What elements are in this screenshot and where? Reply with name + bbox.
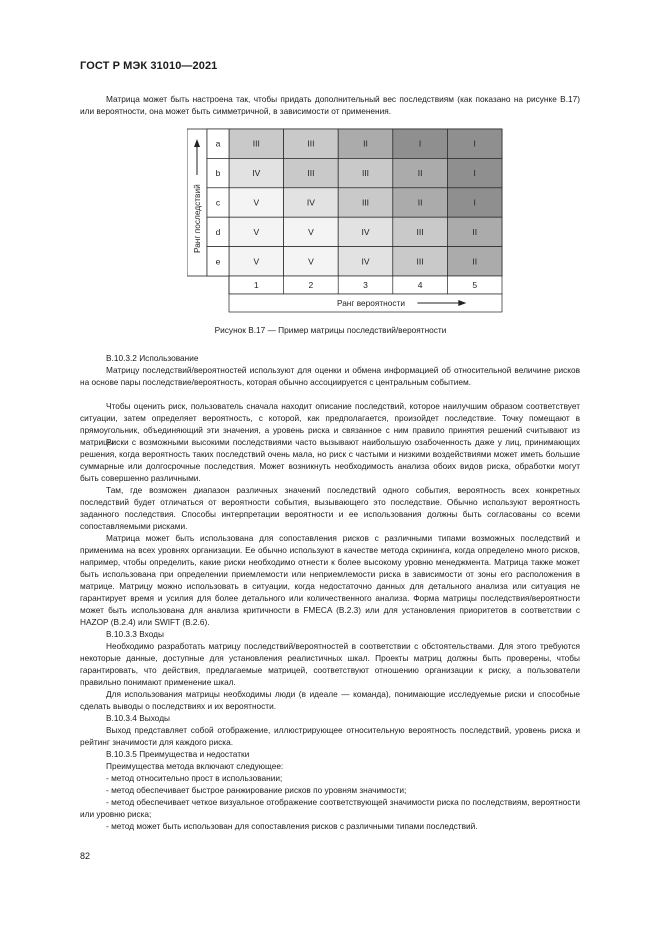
body-paragraph: - метод обеспечивает четкое визуальное отображение соответствующей значимости риска по последствиям, вероятности или уровню риска;	[80, 797, 580, 819]
matrix-cell-value: III	[307, 138, 315, 149]
matrix-cell-value: III	[416, 226, 424, 237]
column-label: 1	[253, 280, 259, 290]
section-heading: В.10.3.5 Преимущества и недостатки	[106, 749, 250, 759]
matrix-cell-value: V	[308, 226, 314, 237]
risk-matrix-figure	[187, 127, 507, 317]
matrix-cell-value: IV	[361, 226, 370, 237]
section-heading: В.10.3.4 Выходы	[106, 713, 171, 723]
y-axis-label: Ранг последствий	[192, 184, 202, 254]
body-paragraph: Матрица может быть использована для сопоставления рисков с различными типами возможных последствий и применима на всех уровнях организации. Ее обычно используют в качестве метода скрининга, когда определено много рисков, например, чтобы определить, какие риски необходимо отнести к более высокому уровню менеджмента. Матрица также может быть использована при определении приемлемости или неприемлемости риска в зависимости от зоны его расположения в матрице. Матрицу можно использовать в ситуации, когда недостаточно данных для детального анализа или ситуация не гарантирует время и усилия для более детального или количественного анализа. Форма матрицы последствия/вероятности может быть использована для анализа критичности в FMECA (В.2.3) или для установления приоритетов в соответствии с HAZOP (В.2.4) или SWIFT (В.2.6).	[80, 533, 580, 627]
matrix-cell-value: IV	[252, 168, 261, 179]
matrix-cell-value: I	[473, 197, 476, 208]
column-label: 3	[363, 280, 368, 290]
matrix-cell-value: II	[472, 256, 478, 267]
matrix-cell-value: II	[417, 168, 423, 179]
body-paragraph: - метод обеспечивает быстрое ранжирование рисков по уровням значимости;	[106, 785, 407, 795]
y-axis-arrow-head	[194, 139, 200, 147]
column-label: 2	[308, 280, 314, 290]
matrix-cell-value: I	[473, 168, 476, 179]
matrix-cell-value: V	[308, 256, 314, 267]
matrix-cell-value: II	[417, 197, 423, 208]
row-label: d	[215, 226, 221, 237]
body-paragraph: Там, где возможен диапазон различных значений последствий одного события, вероятность всех конкретных последствий будет отличаться от вероятности события, вызывающего это последствие. Обычно используют вероятность заданного последствия. Способы интерпретации вероятности и ее использования должны быть согласованы со всеми сопоставляемыми рисками.	[80, 485, 580, 531]
body-paragraph: Риски с возможными высокими последствиями часто вызывают наибольшую озабоченность даже у лиц, принимающих решения, когда вероятность таких последствий очень мала, но риск с частыми и низкими воздействиями может иметь большие суммарные или долгосрочные последствия. Может возникнуть необходимость анализа обоих видов риска, обработки могут быть совершенно различными.	[80, 437, 580, 483]
row-label: b	[215, 168, 221, 179]
matrix-cell-value: V	[253, 226, 260, 237]
matrix-cell-value: V	[253, 256, 260, 267]
page-number: 82	[80, 851, 91, 861]
body-paragraph: Матрицу последствий/вероятностей используют для оценки и обмена информацией об относительной величине рисков на основе пары последствие/вероятность, которая обычно ассоциируется с центральным событием.	[80, 365, 580, 387]
matrix-cell-value: I	[418, 138, 422, 149]
body-paragraph: Чтобы оценить риск, пользователь сначала находит описание последствий, которое наилучшим образом соответствует ситуации, затем определяет вероятность, с которой, как предполагается, произойдет последствие. Точку помещают в прямоугольник, объединяющий эти значения, а уровень риска и связанное с ним правило принятия решений считывают из матрицы.	[80, 401, 580, 447]
matrix-cell-value: IV	[306, 197, 315, 208]
matrix-cell-value: V	[253, 197, 260, 208]
body-paragraph: Необходимо разработать матрицу последствий/вероятностей в соответствии с обстоятельствами. Для этого требуются некоторые данные, доступные для установления реалистичных шкал. Проекты матриц должны быть проверены, чтобы гарантировать, что действия, предлагаемые матрицей, соответствуют отношению организации к риску, а пользователи правильно понимают применение шкал.	[80, 641, 580, 687]
document-header: ГОСТ Р МЭК 31010—2021	[80, 60, 218, 72]
section-heading: В.10.3.2 Использование	[106, 353, 199, 363]
matrix-cell-value: III	[307, 168, 315, 179]
matrix-cell-value: III	[252, 138, 260, 149]
row-label: e	[215, 256, 221, 267]
body-paragraph: Преимущества метода включают следующее:	[106, 761, 284, 771]
matrix-cell-value: II	[472, 226, 478, 237]
row-label: c	[215, 197, 221, 208]
column-label: 5	[472, 280, 478, 290]
body-paragraph: Для использования матрицы необходимы люди (в идеале — команда), понимающие исследуемые риски и способные сделать выводы о последствиях и их вероятности.	[80, 689, 580, 711]
column-label: 4	[417, 280, 423, 290]
matrix-cell-value: III	[361, 197, 370, 208]
section-heading: В.10.3.3 Входы	[106, 629, 164, 639]
body-paragraph: Выход представляет собой отображение, иллюстрирующее относительную вероятность последствий, уровень риска и рейтинг значимости для каждого риска.	[80, 725, 580, 747]
figure-caption: Рисунок В.17 — Пример матрицы последствий/вероятности	[214, 325, 447, 335]
body-paragraph: - метод может быть использован для сопоставления рисков с различными типами последствий.	[106, 821, 478, 831]
matrix-cell-value: IV	[361, 256, 370, 267]
matrix-cell-value: III	[416, 256, 424, 267]
matrix-cell-value: II	[363, 138, 368, 149]
intro-paragraph: Матрица может быть настроена так, чтобы придать дополнительный вес последствиям (как показано на рисунке В.17) или вероятности, она может быть симметричной, в зависимости от применения.	[80, 94, 580, 116]
matrix-cell-value: III	[361, 168, 370, 179]
x-axis-label: Ранг вероятности	[336, 298, 405, 308]
row-label: a	[215, 138, 221, 149]
body-paragraph: - метод относительно прост в использовании;	[106, 773, 283, 783]
matrix-cell-value: I	[473, 138, 476, 149]
